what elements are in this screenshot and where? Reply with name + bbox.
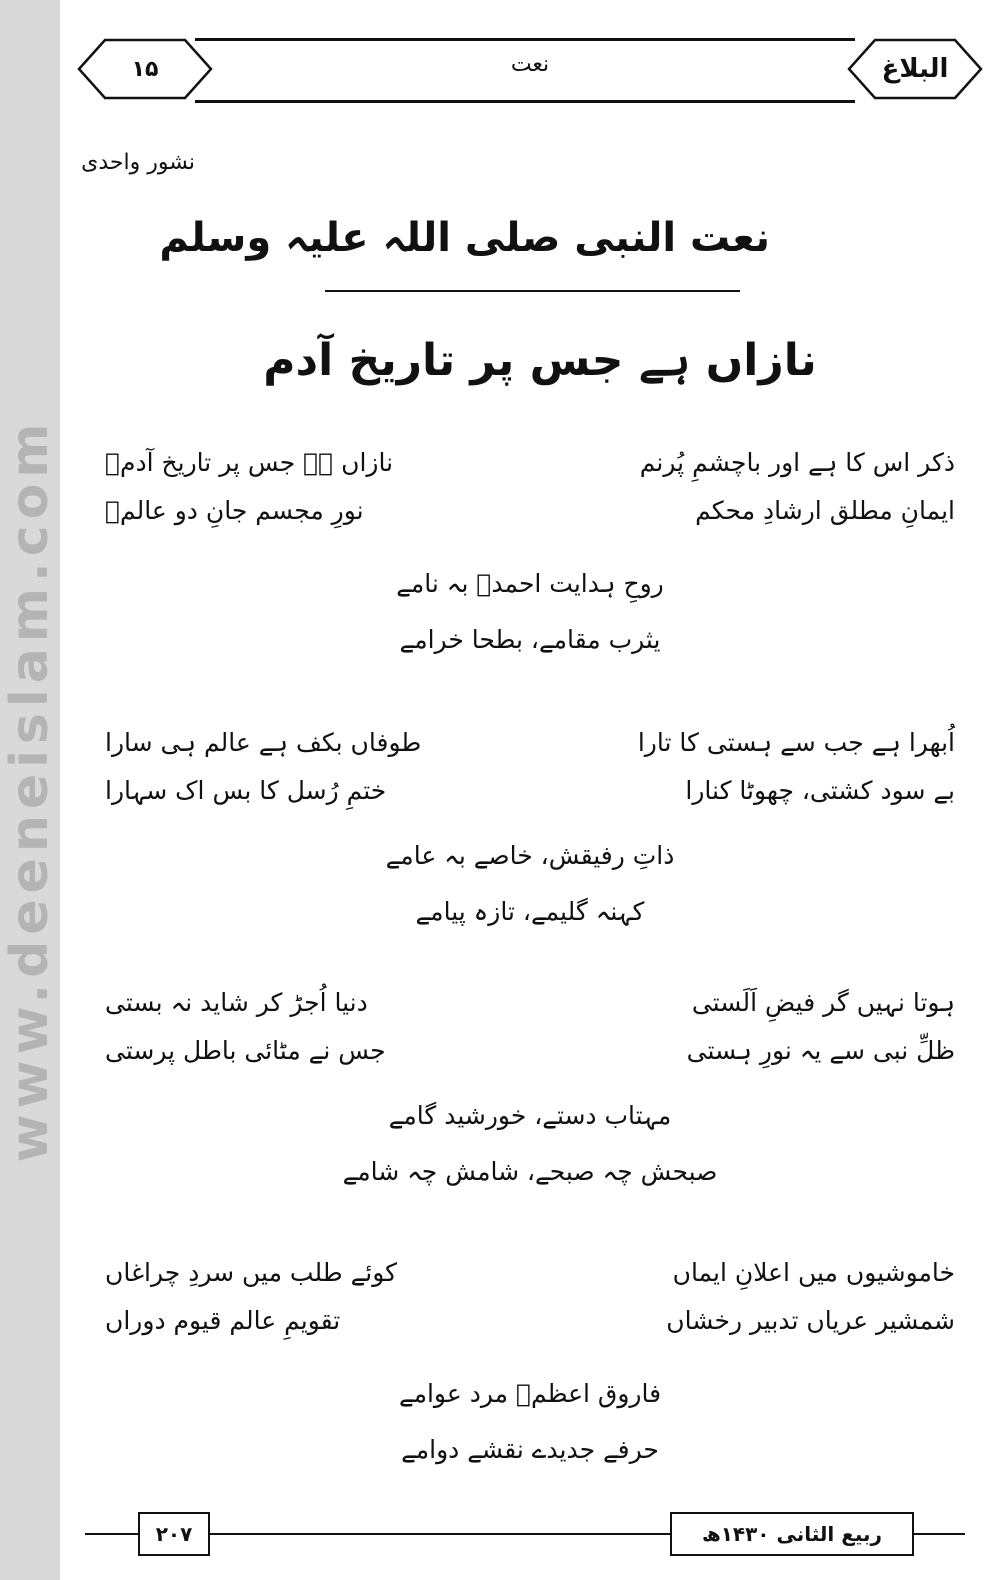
verse-first: ایمانِ مطلق ارشادِ محکم [695,495,955,525]
verse-first: اُبھرا ہے جب سے ہستی کا تارا [637,727,955,757]
couplet [105,766,955,814]
verse-second: طوفاں بکف ہے عالم ہی سارا [105,727,422,757]
stanza-4 [105,1248,955,1478]
couplet [105,1296,955,1344]
watermark-text: www.deeneislam.com [0,417,60,1163]
refrain-line: روحِ ہدایت احمدؐ بہ نامے [396,569,664,598]
verse-second: کوئے طلب میں سردِ چراغاں [105,1257,398,1287]
couplet [105,438,955,486]
couplet [105,1248,955,1296]
watermark-sidebar [0,0,60,1580]
poem-title: نعت النبی صلی اللہ علیہ وسلم [159,215,770,261]
couplet [105,718,955,766]
stanza-1 [105,438,955,668]
stanza-3 [105,978,955,1200]
couplet [105,1026,955,1074]
verse-second: جس نے مٹائی باطل پرستی [105,1035,386,1065]
verse-second: تقویمِ عالم قیوم دوراں [105,1305,341,1335]
page [60,0,990,1580]
couplet [105,978,955,1026]
verse-first: ذکر اس کا ہے اور باچشمِ پُرنم [639,447,955,477]
verse-second: نازاں ہے جس پر تاریخ آدمؑ [105,447,394,477]
section-title: نعت [510,52,550,77]
page-number-badge [75,38,215,100]
refrain-line: ذاتِ رفیقش، خاصے بہ عامے [385,841,675,870]
poem-subtitle: نازاں ہے جس پر تاریخ آدم [263,335,817,386]
verse-first: شمشیر عریاں تدبیر رخشاں [666,1305,955,1335]
title-underline [325,290,740,292]
footer-page-number: ۲۰۷ [138,1512,210,1556]
verse-second: نورِ مجسم جانِ دو عالمؐ [105,495,364,525]
footer-issue-date: ربیع الثانی ۱۴۳۰ھ [670,1512,914,1556]
verse-first: ظلِّ نبی سے یہ نورِ ہستی [686,1035,955,1065]
header-rule-bottom [195,100,855,103]
refrain-line: فاروق اعظمؓ مرد عوامے [398,1379,662,1408]
magazine-logo: البلاغ [881,54,949,84]
verse-second: ختمِ رُسل کا بس اک سہارا [105,775,387,805]
verse-first: بے سود کشتی، چھوٹا کنارا [685,775,955,805]
refrain-line: مہتاب دستے، خورشید گامے [388,1101,672,1130]
author-name: نشور واحدی [81,150,195,175]
stanza-2 [105,718,955,940]
verse-second: دنیا اُجڑ کر شاید نہ بستی [105,987,368,1017]
refrain-line: حرفے جدیدے نقشے دوامے [401,1435,659,1464]
refrain-line: یثرب مقامے، بطحا خرامے [399,625,661,654]
magazine-logo-badge [845,38,985,100]
header-rule-top [195,38,855,41]
verse-first: خاموشیوں میں اعلانِ ایماں [672,1257,955,1287]
refrain-line: کہنہ گلیمے، تازہ پیامے [415,897,645,926]
page-number: ۱۵ [131,56,159,82]
verse-first: ہوتا نہیں گر فیضِ اَلَستی [691,987,955,1017]
couplet [105,486,955,534]
refrain-line: صبحش چہ صبحے، شامش چہ شامے [342,1157,718,1186]
